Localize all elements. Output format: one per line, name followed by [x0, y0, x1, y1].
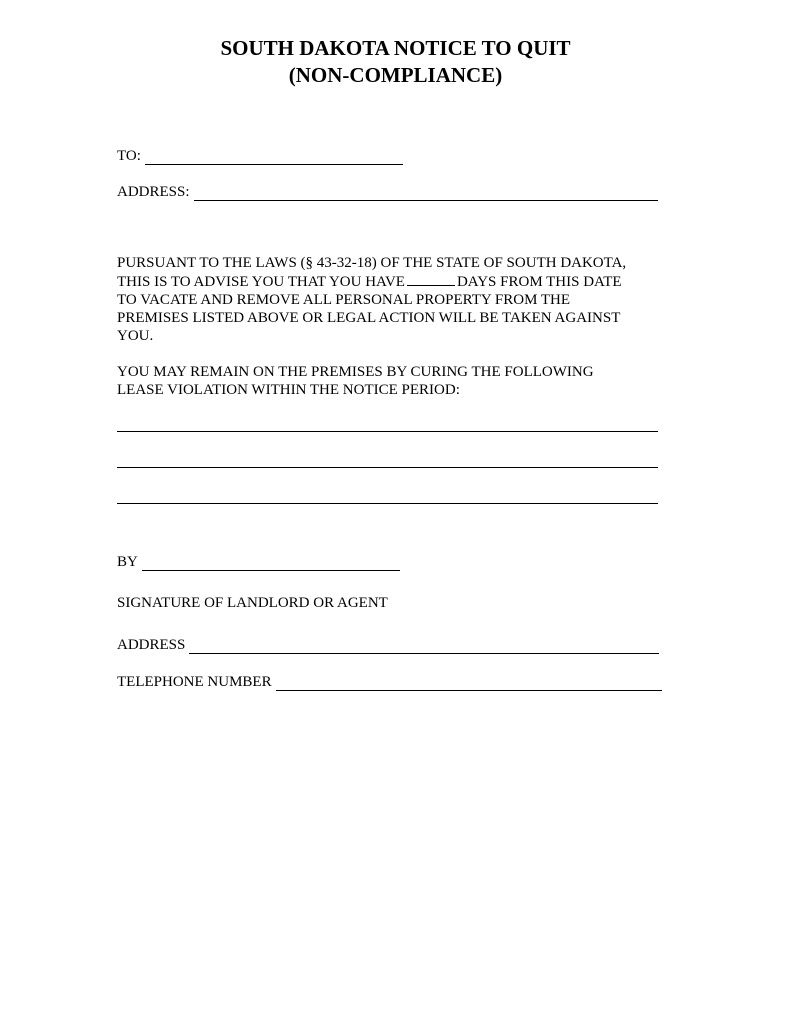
days-field[interactable]	[407, 272, 455, 286]
pursuant-line-2-start: THIS IS TO ADVISE YOU THAT YOU HAVE	[117, 274, 405, 290]
telephone-field[interactable]	[276, 676, 662, 691]
landlord-address-row	[117, 636, 659, 654]
to-label: TO:	[117, 148, 141, 164]
address-row	[117, 183, 658, 201]
by-label: BY	[117, 554, 138, 570]
landlord-address-label: ADDRESS	[117, 637, 186, 653]
violation-line-1[interactable]	[117, 431, 658, 432]
remain-line-2: LEASE VIOLATION WITHIN THE NOTICE PERIOD:	[117, 382, 460, 398]
violation-line-2[interactable]	[117, 467, 658, 468]
address-field[interactable]	[194, 186, 658, 201]
pursuant-paragraph	[117, 254, 677, 345]
by-row	[117, 553, 400, 571]
signature-field[interactable]	[142, 556, 400, 571]
telephone-row	[117, 673, 662, 691]
pursuant-line-1: PURSUANT TO THE LAWS (§ 43-32-18) OF THE STATE OF SOUTH DAKOTA,	[117, 255, 627, 271]
signature-label: SIGNATURE OF LANDLORD OR AGENT	[117, 595, 388, 611]
remain-line-1: YOU MAY REMAIN ON THE PREMISES BY CURING THE FOLLOWING	[117, 364, 594, 380]
signature-row	[117, 594, 388, 612]
landlord-address-field[interactable]	[189, 639, 659, 654]
pursuant-line-4: PREMISES LISTED ABOVE OR LEGAL ACTION WILL BE TAKEN AGAINST	[117, 310, 621, 326]
title-line-1: SOUTH DAKOTA NOTICE TO QUIT	[220, 36, 571, 60]
remain-paragraph	[117, 363, 677, 399]
pursuant-line-3: TO VACATE AND REMOVE ALL PERSONAL PROPERTY FROM THE	[117, 292, 571, 308]
pursuant-line-2-end: DAYS FROM THIS DATE	[456, 274, 622, 290]
address-label: ADDRESS:	[117, 184, 190, 200]
violation-line-3[interactable]	[117, 503, 658, 504]
to-row	[117, 147, 403, 165]
title-line-2: (NON-COMPLIANCE)	[288, 63, 503, 87]
pursuant-line-2	[117, 272, 677, 291]
to-field[interactable]	[145, 150, 403, 165]
pursuant-line-5: YOU.	[117, 328, 154, 344]
telephone-label: TELEPHONE NUMBER	[117, 674, 272, 690]
